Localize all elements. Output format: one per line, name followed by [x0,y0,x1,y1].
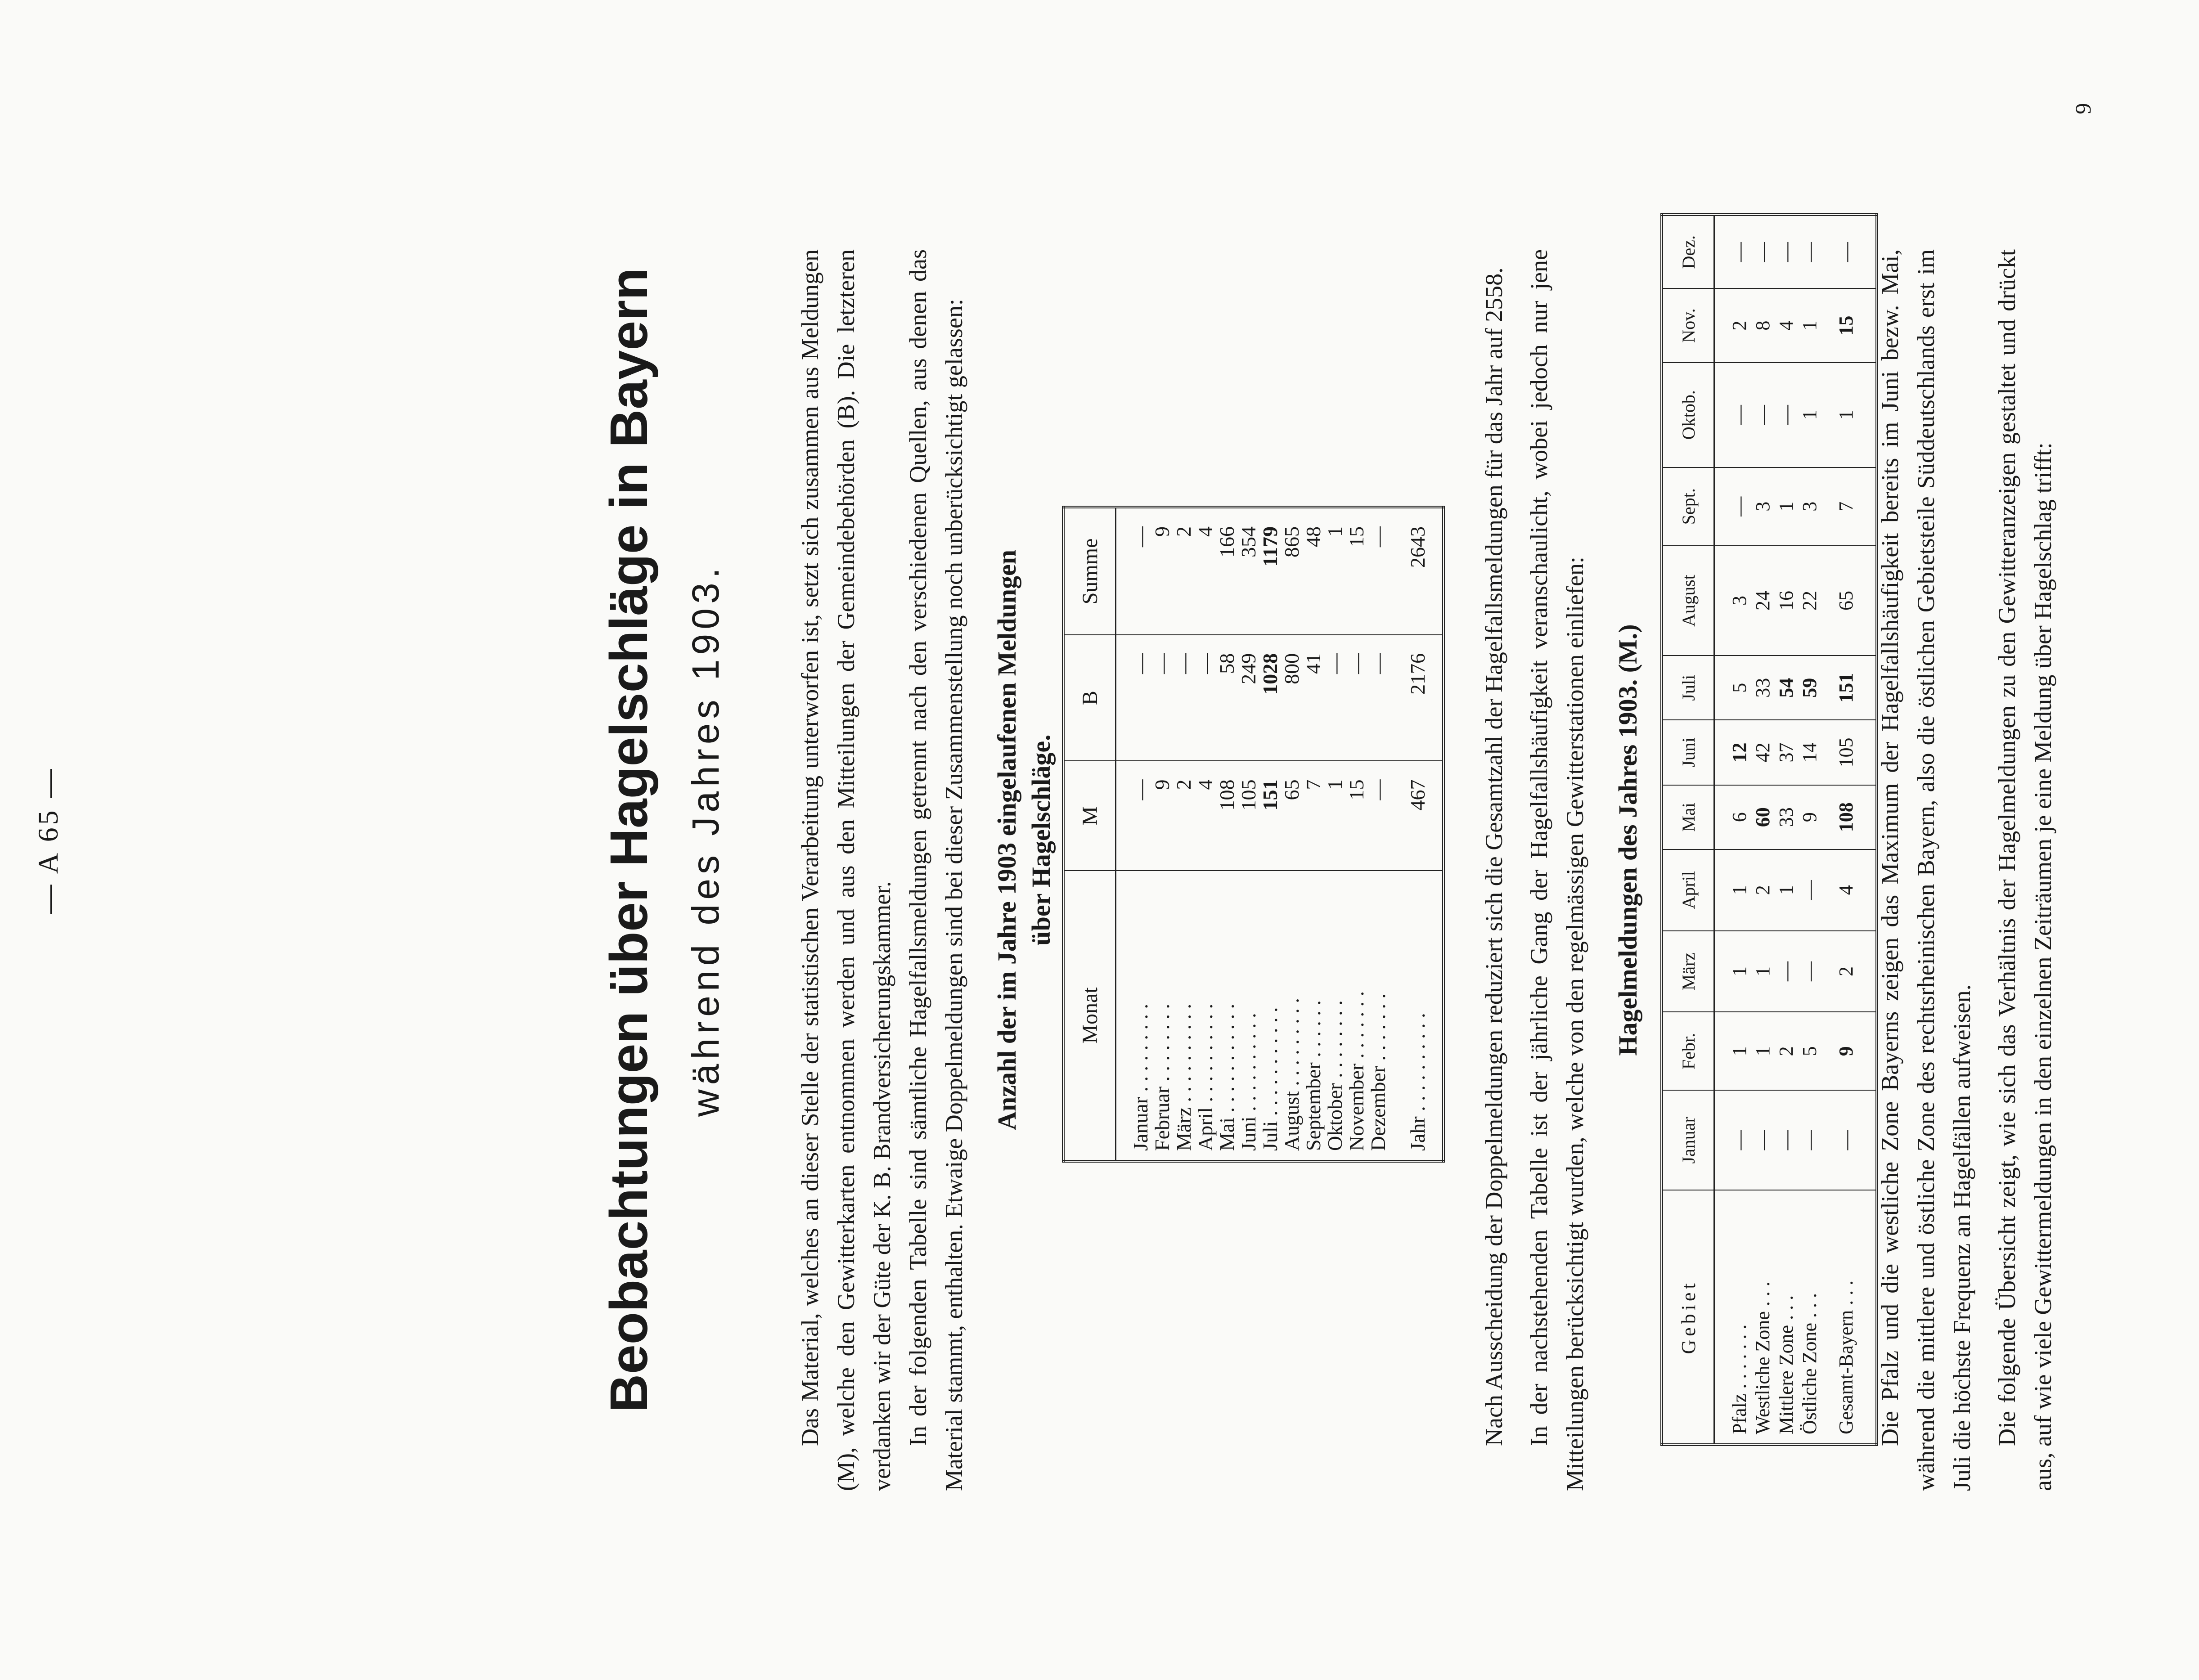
cell-b: 249 [1238,635,1259,761]
cell: — [1751,215,1775,288]
cell: — [1798,931,1821,1012]
table1-caption [990,0,1058,1680]
cell: 12 [1714,720,1752,785]
table-row [1238,507,1259,1161]
region-label: Mittlere Zone . . . [1775,1295,1797,1434]
table2-header-month: Mai [1662,785,1714,849]
table-row [1173,507,1195,1161]
table2-header-month: Nov. [1662,288,1714,362]
total-summe: 2643 [1389,507,1444,635]
cell: 6 [1714,785,1752,849]
total-cell: 15 [1821,288,1877,362]
cell: 8 [1751,288,1775,362]
cell: — [1751,1090,1775,1190]
table-row [1259,507,1281,1161]
month-label: Dezember . . . . . . . [1367,993,1390,1151]
cell-summe: 15 [1346,507,1367,635]
hail-reports-table [1062,506,1445,1163]
table1-header-monat: Monat [1063,871,1116,1161]
cell: — [1775,1090,1798,1190]
cell-m: 9 [1151,761,1173,871]
cell-b: — [1195,635,1216,761]
cell: 2 [1714,288,1752,362]
table-row [1116,507,1152,1161]
table2-header-month: August [1662,546,1714,656]
table2-header-month: Juni [1662,720,1714,785]
cell: 1 [1751,1012,1775,1090]
table-row [1324,507,1346,1161]
month-label: Januar . . . . . . . . . [1129,1003,1152,1151]
table-row [1195,507,1216,1161]
cell: — [1798,1090,1821,1190]
table2-header-month: April [1662,849,1714,931]
table-row [1751,215,1775,1445]
table1-caption-line1: Anzahl der im Jahre 1903 eingelaufenen Meldungen [992,550,1021,1130]
cell: — [1775,363,1798,467]
total-cell: 151 [1821,656,1877,720]
cell: 1 [1714,1012,1752,1090]
table-row [1346,507,1367,1161]
table2-header-month: Oktob. [1662,363,1714,467]
month-label: April . . . . . . . . . . [1194,1003,1217,1151]
cell-summe: 4 [1195,507,1216,635]
paragraph-5: Die Pfalz und die westliche Zone Bayerns zeigen das Maximum der Hagelfallshäufigkeit bereits im Juni bezw. Mai, während die mittlere und östliche Zone des rechtsrheinischen Bayern, also die östlichen Gebietsteile Süddeutschlands erst im Juli die höchste Frequenz an Hagelfällen aufweisen. [1876,249,1975,1491]
cell: 9 [1798,785,1821,849]
cell-b: 41 [1303,635,1324,761]
cell-m: 108 [1216,761,1238,871]
total-label: Jahr . . . . . . . . . . [1406,1013,1429,1151]
table1-header-m: M [1063,761,1116,871]
cell-m: 4 [1195,761,1216,871]
cell-summe: 48 [1303,507,1324,635]
cell-m: 7 [1303,761,1324,871]
table2-header-month: März [1662,931,1714,1012]
region-label: Östliche Zone . . . [1799,1293,1821,1434]
region-label: Pfalz . . . . . . . [1728,1324,1750,1434]
month-label: November . . . . . . . [1345,991,1368,1151]
cell: — [1798,849,1821,931]
cell-summe: — [1116,507,1152,635]
table1-header-b: B [1063,635,1116,761]
cell: 3 [1714,546,1752,656]
cell: 5 [1714,656,1752,720]
cell-m: 2 [1173,761,1195,871]
paragraph-3: Nach Ausscheidung der Doppelmeldungen reduziert sich die Gesamtzahl der Hagelfallsmeldungen für das Jahr auf 2558. [1480,267,1507,1446]
total-cell: 105 [1821,720,1877,785]
cell-summe: 2 [1173,507,1195,635]
table2-header-month: Sept. [1662,467,1714,546]
cell-b: — [1116,635,1152,761]
total-cell: — [1821,215,1877,288]
cell-m: — [1116,761,1152,871]
table2-header-gebiet: Gebiet [1662,1190,1714,1445]
cell: 1 [1751,931,1775,1012]
cell-m: 65 [1281,761,1303,871]
cell: 33 [1751,656,1775,720]
table2-header-month: Juli [1662,656,1714,720]
cell-summe: 9 [1151,507,1173,635]
cell: 42 [1751,720,1775,785]
cell-b: 58 [1216,635,1238,761]
cell-b: — [1346,635,1367,761]
table2-body [1714,215,1877,1445]
cell: 1 [1798,363,1821,467]
month-label: August . . . . . . . . . [1280,998,1303,1151]
table2-header-row [1662,215,1714,1445]
cell: — [1714,1090,1752,1190]
table-row [1281,507,1303,1161]
cell-m: 105 [1238,761,1259,871]
cell: 16 [1775,546,1798,656]
page-subtitle: während des Jahres 1903. [684,563,727,1117]
cell: 1 [1775,849,1798,931]
cell: — [1775,215,1798,288]
table-row [1303,507,1324,1161]
cell-summe: 166 [1216,507,1238,635]
table-row [1216,507,1238,1161]
total-cell: 9 [1821,1012,1877,1090]
page-header: — A 65 — [32,766,64,914]
total-cell: 7 [1821,467,1877,546]
table-row [1798,215,1821,1445]
hail-by-region-table [1660,213,1878,1446]
paragraph-4: In der nachstehenden Tabelle ist der jährliche Gang der Hagelfallshäufigkeit veranschaulicht, wobei jedoch nur jene Mitteilungen berücksichtigt wurden, welche von den regelmässigen Gewitterstationen einliefen: [1525,249,1588,1491]
total-cell: 1 [1821,363,1877,467]
cell: — [1751,363,1775,467]
total-m: 467 [1389,761,1444,871]
total-cell: 2 [1821,931,1877,1012]
cell: 24 [1751,546,1775,656]
cell: 1 [1775,467,1798,546]
cell: — [1714,363,1752,467]
cell: — [1798,215,1821,288]
region-label: Westliche Zone . . . [1752,1281,1774,1434]
table2-header-month: Januar [1662,1090,1714,1190]
month-label: Februar . . . . . . . . [1151,1003,1174,1151]
cell: 2 [1775,1012,1798,1090]
cell: 14 [1798,720,1821,785]
cell-m: 15 [1346,761,1367,871]
total-cell: 4 [1821,849,1877,931]
table-row [1775,215,1798,1445]
paragraph-2: In der folgenden Tabelle sind sämtliche Hagelfallsmeldungen getrennt nach den verschiedenen Quellen, aus denen das Material stammt, enthalten. Etwaige Doppelmeldungen sind bei dieser Zusammenstellung noch unberücksichtigt gelassen: [904,249,967,1491]
cell: 59 [1798,656,1821,720]
cell: 5 [1798,1012,1821,1090]
table-row [1714,215,1752,1445]
cell-b: — [1324,635,1346,761]
cell-summe: 1 [1324,507,1346,635]
cell: 2 [1751,849,1775,931]
cell: — [1714,215,1752,288]
page-title: Beobachtungen über Hagelschläge in Bayern [599,267,659,1413]
cell-summe: — [1367,507,1389,635]
cell-b: — [1173,635,1195,761]
paragraph-6: Die folgende Übersicht zeigt, wie sich das Verhältnis der Hagelmeldungen zu den Gewitteranzeigen gestaltet und drückt aus, auf wie viele Gewittermeldungen in den einzelnen Zeiträumen je eine Meldung über Hagelschlag trifft: [1993,249,2056,1491]
cell: 54 [1775,656,1798,720]
table1-total-row [1389,507,1444,1161]
total-label: Gesamt-Bayern . . . [1835,1280,1857,1434]
cell: — [1714,467,1752,546]
paragraph-1: Das Material, welches an dieser Stelle der statistischen Verarbeitung unterworfen ist, setzt sich zusammen aus Meldungen (M), welche den Gewitterkarten entnommen werden und aus den Mitteilungen der Gemeindebehörden (B). Die letzteren verdanken wir der Güte der K. B. Brandversicherungskammer. [796,249,895,1491]
cell: 1 [1714,931,1752,1012]
table1-body [1116,507,1444,1161]
cell-b: 800 [1281,635,1303,761]
month-label: Mai . . . . . . . . . . . [1215,1003,1238,1151]
cell-summe: 865 [1281,507,1303,635]
cell: 3 [1798,467,1821,546]
table1-header-summe: Summe [1063,507,1116,635]
month-label: Juli . . . . . . . . . . . [1259,1007,1282,1151]
page-number: 9 [2070,103,2096,114]
cell: 22 [1798,546,1821,656]
month-label: September . . . . . . [1302,1000,1325,1151]
table2-total-row [1821,215,1877,1445]
total-cell: 108 [1821,785,1877,849]
cell-m: — [1367,761,1389,871]
cell: 1 [1798,288,1821,362]
cell-summe: 1179 [1259,507,1281,635]
cell-m: 1 [1324,761,1346,871]
table-row [1151,507,1173,1161]
table2-header-month: Dez. [1662,215,1714,288]
cell: 37 [1775,720,1798,785]
table2-caption: Hagelmeldungen des Jahres 1903. (M.) [1613,624,1642,1056]
cell: 1 [1714,849,1752,931]
cell: — [1775,931,1798,1012]
cell-b: — [1367,635,1389,761]
cell-summe: 354 [1238,507,1259,635]
month-label: März . . . . . . . . . . [1172,1003,1195,1151]
cell-b: — [1151,635,1173,761]
month-label: Oktober . . . . . . . . [1323,1000,1346,1151]
cell: 33 [1775,785,1798,849]
table2-header-month: Febr. [1662,1012,1714,1090]
month-label: Juni . . . . . . . . . . [1237,1013,1260,1151]
total-b: 2176 [1389,635,1444,761]
table-row [1367,507,1389,1161]
table1-caption-line2: über Hagelschläge. [1026,734,1056,946]
cell: 3 [1751,467,1775,546]
cell: 4 [1775,288,1798,362]
total-cell: — [1821,1090,1877,1190]
total-cell: 65 [1821,546,1877,656]
cell: 60 [1751,785,1775,849]
cell-b: 1028 [1259,635,1281,761]
cell-m: 151 [1259,761,1281,871]
table1-header-row [1063,507,1116,1161]
